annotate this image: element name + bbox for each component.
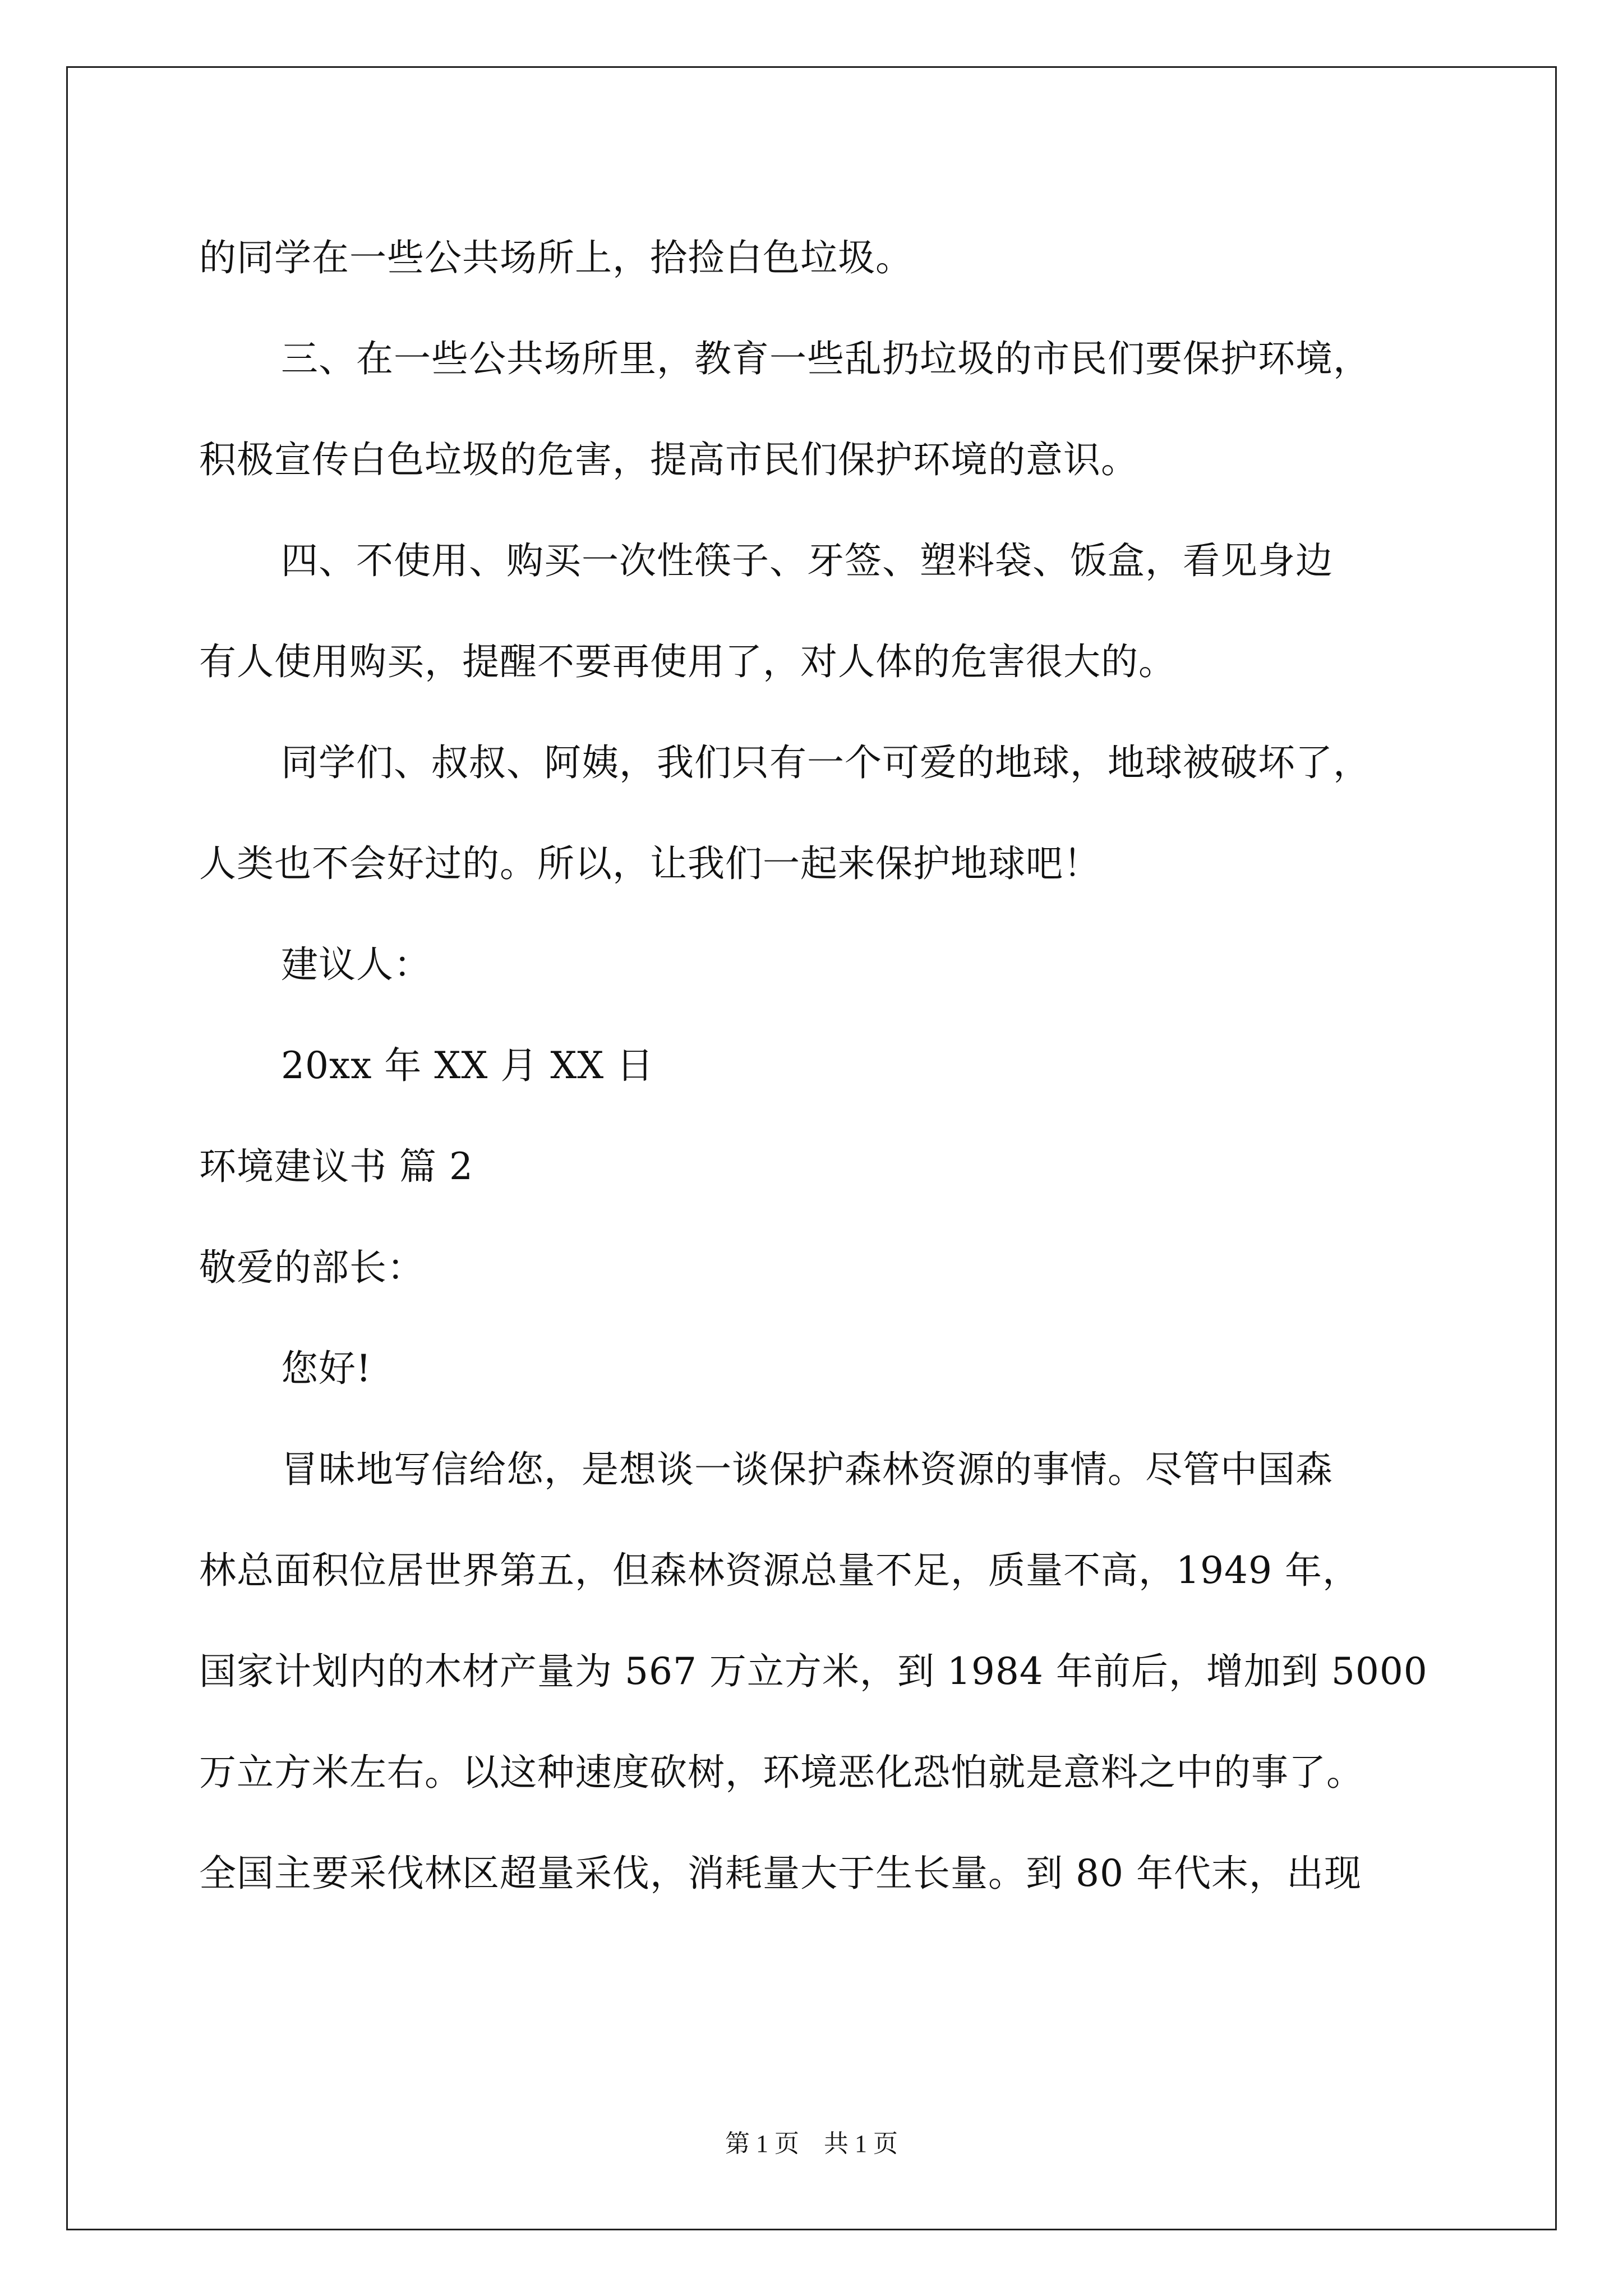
paragraph-line: 积极宣传白色垃圾的危害，提高市民们保护环境的意识。 — [199, 438, 1138, 481]
paragraph-line: 有人使用购买，提醒不要再使用了，对人体的危害很大的。 — [199, 640, 1176, 683]
greeting: 您好! — [281, 1347, 372, 1390]
paragraph-line: 四、不使用、购买一次性筷子、牙签、塑料袋、饭盒，看见身边 — [281, 539, 1333, 582]
paragraph-line: 三、在一些公共场所里，教育一些乱扔垃圾的市民们要保护环境， — [281, 337, 1371, 380]
paragraph-line: 的同学在一些公共场所上，拾捡白色垃圾。 — [199, 236, 913, 279]
paragraph-line: 冒昧地写信给您，是想谈一谈保护森林资源的事情。尽管中国森 — [281, 1448, 1333, 1491]
paragraph-line: 万立方米左右。以这种速度砍树，环境恶化恐怕就是意料之中的事了。 — [199, 1751, 1364, 1794]
paragraph-line: 同学们、叔叔、阿姨，我们只有一个可爱的地球，地球被破坏了， — [281, 741, 1371, 784]
paragraph-line: 国家计划内的木材产量为 567 万立方米，到 1984 年前后，增加到 5000 — [199, 1650, 1428, 1693]
paragraph-line: 林总面积位居世界第五，但森林资源总量不足，质量不高，1949 年， — [199, 1549, 1360, 1592]
salutation: 敬爱的部长： — [199, 1246, 425, 1289]
page-number-footer: 第 1 页 共 1 页 — [725, 2130, 898, 2157]
document-body — [199, 208, 1433, 1924]
date-line: 20xx 年 XX 月 XX 日 — [281, 1044, 654, 1087]
section-heading: 环境建议书 篇 2 — [199, 1145, 473, 1188]
paragraph-line: 人类也不会好过的。所以，让我们一起来保护地球吧！ — [199, 842, 1101, 885]
paragraph-line: 全国主要采伐林区超量采伐，消耗量大于生长量。到 80 年代末，出现 — [199, 1852, 1362, 1895]
signature-label: 建议人： — [281, 943, 431, 986]
